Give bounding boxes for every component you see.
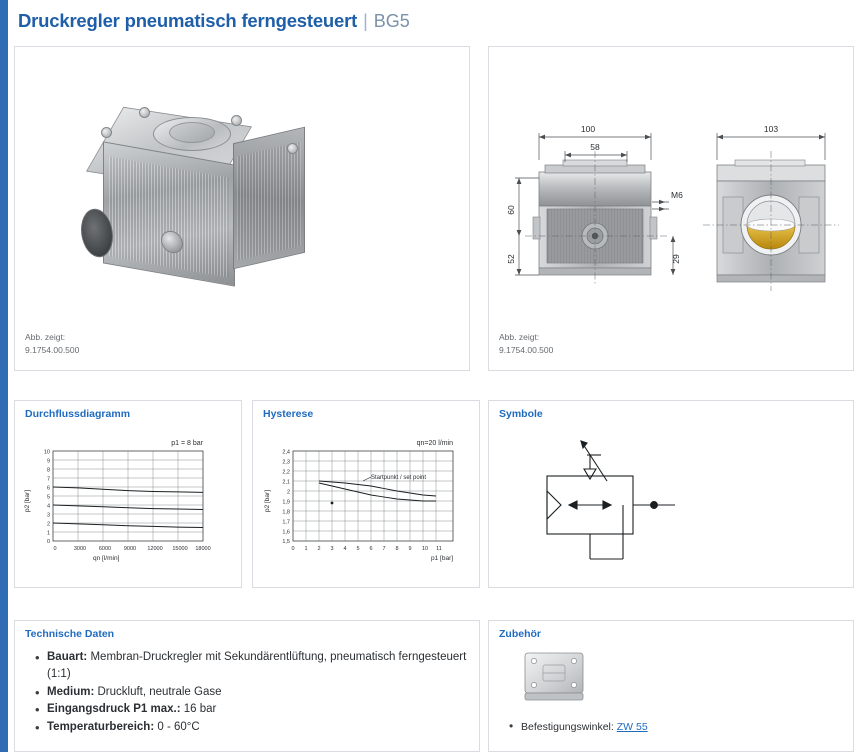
svg-text:6: 6 [46,485,50,492]
hysteresis-title: Hysterese [263,408,314,420]
left-accent-bar [0,0,8,752]
svg-text:1,5: 1,5 [282,539,290,545]
svg-text:1,7: 1,7 [282,519,290,526]
hysteresis-chart [253,429,481,581]
svg-text:8: 8 [46,467,50,474]
svg-text:2: 2 [317,546,321,552]
hysteresis-annotation: qn=20 l/min [416,440,453,447]
dim-label-60: 60 [506,205,516,215]
svg-text:8: 8 [395,546,399,552]
tech-item-value: Druckluft, neutrale Gase [97,685,222,698]
dim-label-52: 52 [506,254,516,264]
svg-text:2,4: 2,4 [282,449,290,456]
svg-text:9: 9 [46,458,50,465]
side-view-drawing [703,151,839,291]
page-title-subtitle: BG5 [373,11,410,31]
photo-caption-line2: 9.1754.00.500 [25,344,80,355]
svg-text:15000: 15000 [172,546,188,552]
regulator-front-ribs [109,156,229,277]
regulator-3d-illustration [75,91,315,306]
svg-text:10: 10 [43,449,50,456]
hysteresis-marker [331,502,334,505]
svg-text:2,1: 2,1 [282,479,290,486]
svg-text:3000: 3000 [73,546,87,552]
product-photo[interactable] [15,47,469,370]
product-photo-card [14,46,470,371]
dimension-caption-line2: 9.1754.00.500 [499,344,554,355]
regulator-right-ribs [237,142,301,261]
svg-text:0: 0 [46,539,50,545]
technical-data-list [33,649,467,736]
svg-text:2,2: 2,2 [282,469,290,476]
tech-item-value: Membran-Druckregler mit Sekundärentlüftung, pneumatisch ferngesteuert (1:1) [47,651,467,681]
photo-caption-line1: Abb. zeigt: [25,332,66,343]
list-item [33,684,467,701]
svg-text:5: 5 [356,546,360,552]
svg-text:1,8: 1,8 [282,509,290,516]
hysteresis-setpoint-label: Startpunkt / set point [371,475,427,481]
tech-item-value: 0 - 60°C [157,720,200,733]
dimension-drawing-card [488,46,854,371]
page-title-main: Druckregler pneumatisch ferngesteuert [18,10,358,31]
dimension-drawings [489,47,855,337]
flow-diagram-title: Durchflussdiagramm [25,408,131,420]
hysteresis-xticks [291,546,441,552]
flow-diagram-card [14,400,242,588]
list-item [33,649,467,684]
regulator-bolt [231,115,242,126]
svg-text:6: 6 [369,546,373,552]
regulator-bolt [139,107,150,118]
list-item [507,721,648,733]
accessories-list [507,721,648,733]
regulator-cap-inner [169,122,215,143]
svg-text:4: 4 [46,503,50,510]
svg-text:1: 1 [304,546,308,552]
pneumatic-symbol [489,429,855,584]
flow-chart-yticks [44,450,50,546]
tech-item-label: Temperaturbereich: [47,720,155,733]
technical-data-card [14,620,480,752]
svg-text:1,9: 1,9 [282,499,290,506]
accessories-card [488,620,854,752]
tech-item-label: Medium: [47,685,95,698]
dim-label-58: 58 [590,142,600,152]
svg-text:2,3: 2,3 [282,459,290,466]
svg-text:5: 5 [46,494,50,501]
svg-text:18000: 18000 [195,546,211,552]
svg-text:0: 0 [291,546,295,552]
dim-label-103: 103 [763,124,779,134]
dim-label-29: 29 [671,254,681,264]
svg-text:6000: 6000 [98,546,112,552]
svg-text:2: 2 [286,489,290,496]
svg-text:1: 1 [46,530,50,537]
list-item [33,701,467,718]
hysteresis-ylabel: p2 [bar] [264,489,271,513]
photo-caption [25,331,79,356]
page-title-separator: | [363,11,368,31]
dimension-caption [499,331,553,356]
svg-text:1,6: 1,6 [282,529,290,536]
hysteresis-xlabel: p1 [bar] [431,555,454,562]
list-item [33,719,467,736]
dimension-caption-line1: Abb. zeigt: [499,332,540,343]
accessory-link-zw55[interactable]: ZW 55 [616,721,648,733]
svg-text:3: 3 [46,512,50,519]
flow-chart-ylabel: p2 [bar] [24,489,31,513]
svg-text:12000: 12000 [147,546,163,552]
tech-item-label: Bauart: [47,651,88,663]
hysteresis-card [252,400,480,588]
flow-chart-xticks [53,546,210,552]
svg-text:4: 4 [343,546,347,552]
hysteresis-yticks [282,450,290,546]
svg-text:7: 7 [46,476,50,483]
svg-text:7: 7 [382,546,386,552]
tech-item-value: 16 bar [183,703,217,716]
page-title [18,10,410,38]
accessories-title: Zubehör [499,628,541,640]
svg-text:9000: 9000 [123,546,137,552]
svg-text:9: 9 [408,546,412,552]
svg-text:10: 10 [421,546,429,552]
technical-data-title: Technische Daten [25,628,115,640]
front-view-drawing [525,151,667,285]
symbols-title: Symbole [499,408,543,420]
dim-label-100: 100 [580,124,596,134]
svg-text:2: 2 [46,521,50,528]
regulator-bolt [287,143,298,154]
svg-text:3: 3 [330,546,334,552]
tech-item-label: Eingangsdruck P1 max.: [47,703,181,716]
mounting-bracket-illustration [519,649,593,707]
flow-chart-annotation: p1 = 8 bar [171,440,203,447]
svg-text:11: 11 [436,546,442,552]
accessory-label: Befestigungswinkel: [521,721,614,733]
dim-label-m6: M6 [671,190,683,200]
flow-diagram-chart [15,429,243,581]
flow-chart-xlabel: qn [l/min] [93,555,120,562]
regulator-bolt [101,127,112,138]
symbols-card [488,400,854,588]
svg-text:0: 0 [53,546,57,552]
